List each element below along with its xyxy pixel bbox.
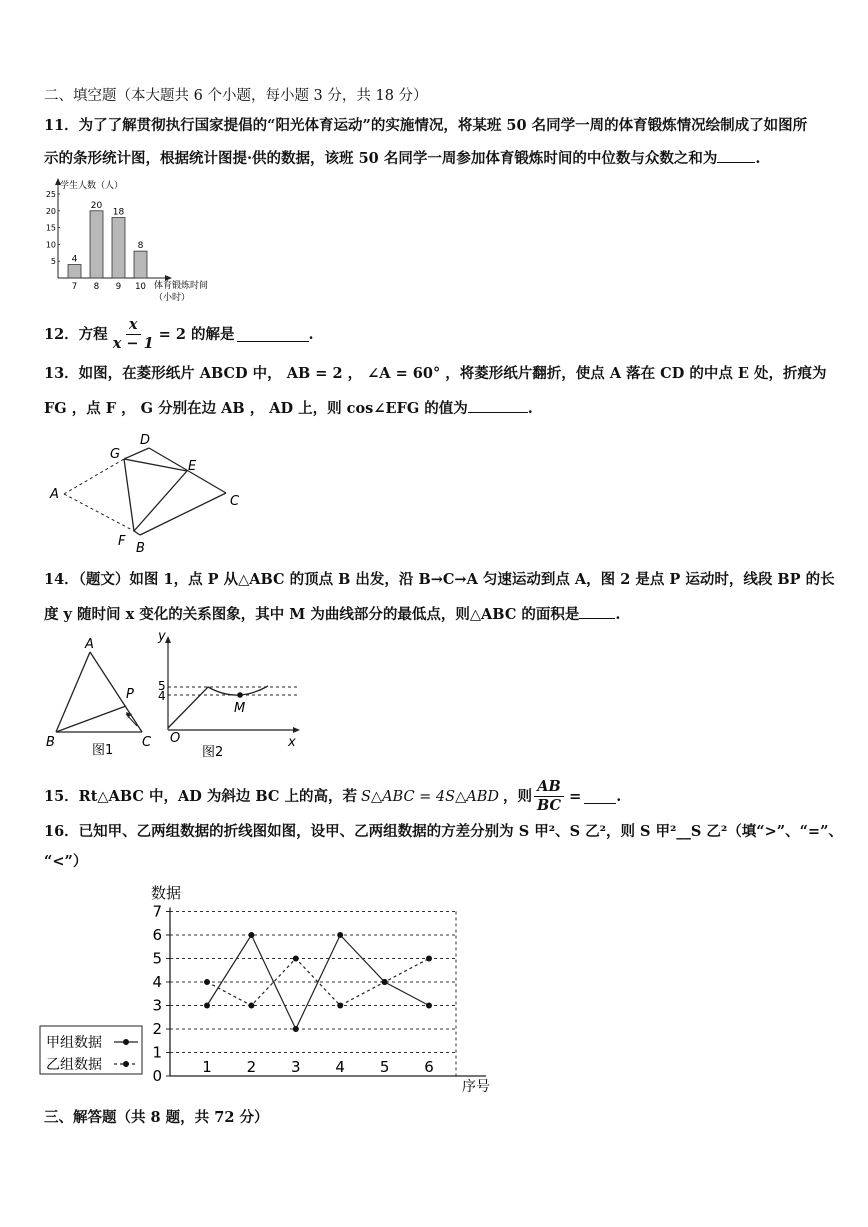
y-axis-title: 学生人数（人） <box>60 181 124 191</box>
bar <box>90 211 103 278</box>
answer-blank <box>717 148 755 163</box>
y-axis-label: y <box>158 630 166 644</box>
q13-end: . <box>527 400 533 417</box>
q15-equals: = <box>569 787 582 805</box>
q12-fraction <box>110 316 157 353</box>
legend-marker <box>123 1061 129 1067</box>
q15-line <box>44 778 621 815</box>
y-axis-title: 数据 <box>150 884 182 902</box>
graph-figure-2 <box>150 630 302 760</box>
y-tick-label: 7 <box>152 902 162 921</box>
answer-blank <box>579 604 615 619</box>
bar <box>68 265 81 278</box>
x-axis-label: x <box>288 735 296 750</box>
bar <box>134 251 147 278</box>
label-c: C <box>230 494 240 509</box>
x-tick-label: 9 <box>115 282 122 292</box>
x-tick-label: 6 <box>424 1058 434 1076</box>
label-b: B <box>136 541 145 556</box>
y-tick-label: 20 <box>45 206 56 216</box>
legend-label: 乙组数据 <box>46 1057 102 1073</box>
q13-line1: 13．如图，在菱形纸片 ABCD 中， AB = 2 ， ∠A = 60° ，将菱形纸片翻折，使点 A 落在 CD 的中点 E 处，折痕为 <box>44 365 827 382</box>
x-axis-title: 体育锻炼时间 <box>154 281 209 291</box>
x-tick-label: 4 <box>335 1058 345 1076</box>
q15-end: . <box>616 787 622 805</box>
q12-denominator: x − 1 <box>112 335 154 352</box>
bar-value-label: 20 <box>90 200 103 211</box>
q15-denominator: BC <box>537 797 562 814</box>
data-point <box>248 932 254 938</box>
legend-label: 甲组数据 <box>46 1035 102 1051</box>
label-a: A <box>85 637 94 652</box>
rhombus-figure <box>40 428 250 556</box>
x-tick-label: 5 <box>379 1058 390 1076</box>
x-tick-label: 10 <box>135 282 146 292</box>
data-point <box>426 1003 432 1009</box>
y-tick-label: 10 <box>45 240 56 250</box>
x-tick-label: 2 <box>246 1058 257 1076</box>
q13-text: FG ，点 F ， G 分别在边 AB ， AD 上，则 cos∠EFG 的值为 <box>44 400 468 417</box>
q11-text: 示的条形统计图，根据统计图提·供的数据，该班 50 名同学一周参加体育锻炼时间的中位数与众数之和为 <box>44 150 718 167</box>
y-tick-label: 2 <box>152 1020 162 1038</box>
q15-numerator: AB <box>534 778 564 797</box>
y-tick-label: 15 <box>45 223 56 233</box>
q15-mid: ，则 <box>503 787 532 805</box>
x-axis-title-unit: （小时） <box>154 293 191 303</box>
data-point <box>204 1003 210 1009</box>
answer-blank <box>237 327 309 342</box>
q15-fraction <box>534 778 564 815</box>
y-tick-label: 1 <box>152 1043 162 1062</box>
data-point <box>337 1003 343 1009</box>
label-m: M <box>234 701 246 716</box>
data-point <box>293 956 299 962</box>
y-tick-label: 6 <box>152 926 162 944</box>
data-point <box>337 932 343 938</box>
q16-line2: “<”） <box>44 853 88 870</box>
label-g: G <box>110 447 121 462</box>
y-tick-label: 4 <box>152 973 162 991</box>
q12-prefix: 12．方程 <box>44 325 108 343</box>
x-tick-label: 7 <box>71 282 78 292</box>
answer-blank <box>468 398 528 413</box>
y-tick-label: 0 <box>152 1067 162 1085</box>
bar-value-label: 18 <box>112 207 125 218</box>
y-tick-label: 3 <box>152 996 162 1015</box>
q14-line2 <box>44 604 620 625</box>
data-point <box>426 956 432 962</box>
x-tick-label: 1 <box>202 1058 212 1076</box>
data-point <box>382 979 388 985</box>
figure-caption: 图1 <box>92 743 114 758</box>
section-title: 二、填空题（本大题共 6 个小题，每小题 3 分，共 18 分） <box>44 88 428 104</box>
q16-line1: 16．已知甲、乙两组数据的折线图如图，设甲、乙两组数据的方差分别为 S 甲²、S 乙²，则 S 甲²__S 乙²（填“>”、“=”、 <box>44 823 843 840</box>
q11-line1: 11．为了了解贯彻执行国家提倡的“阳光体育运动”的实施情况，将某班 50 名同学一周的体育锻炼情况绘制成了如图所 <box>44 117 808 134</box>
y-tick-label: 25 <box>45 190 56 199</box>
q12-numerator: x <box>126 316 141 335</box>
y-tick-label: 5 <box>50 257 56 267</box>
label-b: B <box>46 735 55 750</box>
tick-5: 5 <box>158 679 166 693</box>
section-title: 三、解答题（共 8 题，共 72 分） <box>44 1109 269 1126</box>
bar-value-label: 4 <box>71 254 78 265</box>
figure-caption: 图2 <box>202 745 224 760</box>
tick-4: 4 <box>158 689 166 703</box>
q15-area-relation: S△ABC = 4S△ABD <box>360 788 499 805</box>
x-tick-label: 3 <box>291 1058 301 1076</box>
q12-line <box>44 316 314 353</box>
q14-end: . <box>615 606 621 623</box>
label-e: E <box>188 459 197 474</box>
label-p: P <box>126 687 134 702</box>
x-axis-title: 序号 <box>462 1079 490 1095</box>
q15-prefix: 15．Rt△ABC 中，AD 为斜边 BC 上的高，若 <box>44 787 357 805</box>
data-point <box>293 1026 299 1032</box>
triangle-figure-1 <box>40 634 160 758</box>
label-c: C <box>142 735 152 750</box>
x-tick-label: 8 <box>93 282 100 292</box>
label-f: F <box>118 534 126 549</box>
label-d: D <box>140 433 151 448</box>
y-tick-label: 5 <box>152 949 162 968</box>
q12-mid: = 2 的解是 <box>158 325 235 343</box>
line-chart <box>38 880 508 1098</box>
bar-value-label: 8 <box>137 241 144 252</box>
bar <box>112 218 125 278</box>
series-line <box>207 935 429 1029</box>
q14-line1: 14．（题文）如图 1，点 P 从△ABC 的顶点 B 出发，沿 B→C→A 匀速运动到点 A，图 2 是点 P 运动时，线段 BP 的长 <box>44 571 835 588</box>
bar-chart <box>40 176 220 308</box>
q12-end: . <box>308 325 314 343</box>
label-a: A <box>50 487 59 502</box>
answer-blank <box>584 789 616 804</box>
data-point <box>204 979 210 985</box>
q14-text: 度 y 随时间 x 变化的关系图象，其中 M 为曲线部分的最低点，则△ABC 的面积是 <box>44 606 580 623</box>
data-point <box>248 1003 254 1009</box>
q13-line2 <box>44 398 533 419</box>
legend-marker <box>123 1039 129 1045</box>
q11-end: . <box>755 150 761 167</box>
q11-line2 <box>44 148 760 169</box>
origin-label: O <box>170 731 181 746</box>
